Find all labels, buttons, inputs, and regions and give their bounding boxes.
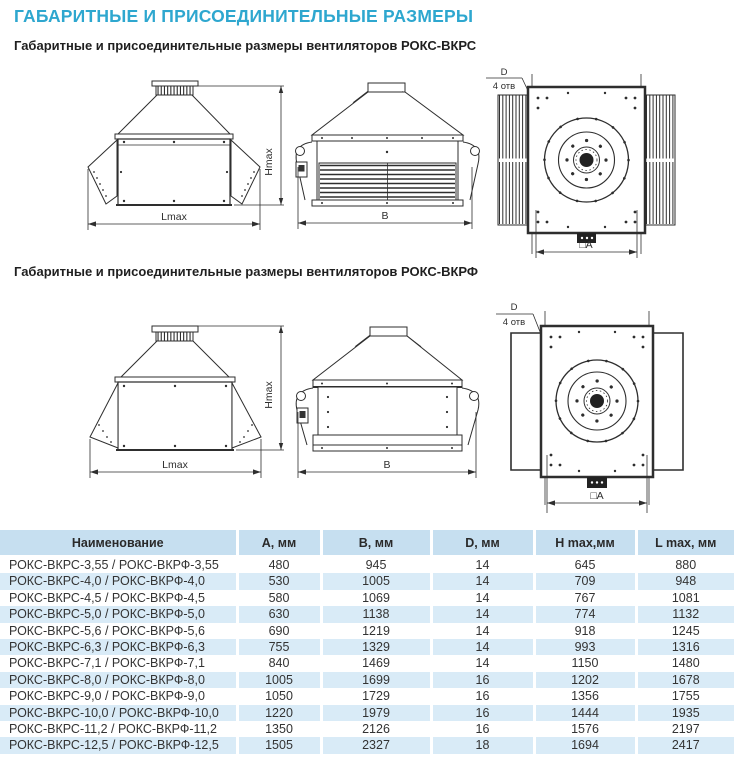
cell-name: РОКС-ВКРС-8,0 / РОКС-ВКРФ-8,0 bbox=[9, 672, 205, 687]
cell-h: 767 bbox=[534, 590, 636, 606]
dimension-label-hmax: Hmax bbox=[263, 381, 275, 409]
cell-l: 880 bbox=[636, 556, 734, 573]
table-row bbox=[0, 721, 734, 737]
cell-a: 1350 bbox=[237, 721, 321, 737]
cell-l: 1245 bbox=[636, 623, 734, 639]
cell-l: 1081 bbox=[636, 590, 734, 606]
cell-d: 18 bbox=[431, 737, 534, 753]
table-row bbox=[0, 573, 734, 589]
cell-l: 1678 bbox=[636, 672, 734, 688]
dimensions-table bbox=[0, 530, 734, 754]
table-row bbox=[0, 623, 734, 639]
cell-name: РОКС-ВКРС-9,0 / РОКС-ВКРФ-9,0 bbox=[9, 689, 205, 704]
cell-l: 1755 bbox=[636, 688, 734, 704]
section2-subtitle: Габаритные и присоединительные размеры вентиляторов РОКС-ВКРФ bbox=[14, 264, 479, 279]
hood bbox=[313, 336, 462, 380]
column-header: L max, мм bbox=[636, 530, 734, 556]
vkrf-front-view-drawing bbox=[290, 300, 480, 500]
hood bbox=[118, 341, 232, 380]
vkrs-front-view-drawing bbox=[290, 72, 480, 257]
vkrf-top-view-drawing bbox=[480, 295, 734, 527]
cell-b: 945 bbox=[321, 556, 431, 573]
column-header: Наименование bbox=[0, 530, 237, 556]
dimension-label-d: D bbox=[500, 67, 508, 78]
cell-h: 1694 bbox=[534, 737, 636, 753]
cell-h: 1356 bbox=[534, 688, 636, 704]
table-row bbox=[0, 655, 734, 671]
cell-a: 690 bbox=[237, 623, 321, 639]
cell-l: 1132 bbox=[636, 606, 734, 622]
cell-d: 14 bbox=[431, 556, 534, 573]
cell-l: 1935 bbox=[636, 705, 734, 721]
cell-b: 1699 bbox=[321, 672, 431, 688]
cell-name: РОКС-ВКРС-5,6 / РОКС-ВКРФ-5,6 bbox=[9, 623, 205, 638]
cell-a: 1050 bbox=[237, 688, 321, 704]
cell-a: 630 bbox=[237, 606, 321, 622]
cell-b: 2126 bbox=[321, 721, 431, 737]
cell-name: РОКС-ВКРС-3,55 / РОКС-ВКРФ-3,55 bbox=[9, 558, 219, 572]
cell-h: 645 bbox=[534, 556, 636, 573]
cell-d: 16 bbox=[431, 672, 534, 688]
cell-a: 1220 bbox=[237, 705, 321, 721]
cell-b: 1469 bbox=[321, 655, 431, 671]
fan-body bbox=[313, 380, 462, 451]
cell-b: 1979 bbox=[321, 705, 431, 721]
vkrf-side-view-drawing bbox=[0, 300, 285, 500]
cell-l: 1480 bbox=[636, 655, 734, 671]
table-row bbox=[0, 705, 734, 721]
dimension-label-lmax: Lmax bbox=[162, 459, 188, 471]
hood bbox=[118, 95, 230, 134]
column-header: A, мм bbox=[237, 530, 321, 556]
table-row bbox=[0, 556, 734, 573]
dimension-label-b: B bbox=[383, 459, 391, 471]
cell-name: РОКС-ВКРС-12,5 / РОКС-ВКРФ-12,5 bbox=[9, 738, 219, 753]
cell-d: 14 bbox=[431, 590, 534, 606]
fan-body bbox=[115, 377, 235, 450]
cell-h: 993 bbox=[534, 639, 636, 655]
cell-b: 1069 bbox=[321, 590, 431, 606]
cell-d: 14 bbox=[431, 655, 534, 671]
vkrs-side-view-drawing bbox=[0, 72, 285, 257]
table-row bbox=[0, 590, 734, 606]
cell-a: 755 bbox=[237, 639, 321, 655]
cell-d: 16 bbox=[431, 688, 534, 704]
cell-name: РОКС-ВКРС-10,0 / РОКС-ВКРФ-10,0 bbox=[9, 705, 219, 720]
dimension-label-lmax: Lmax bbox=[161, 211, 187, 223]
cell-h: 1444 bbox=[534, 705, 636, 721]
fan-body bbox=[312, 135, 463, 206]
motor-cap bbox=[368, 83, 405, 92]
holes-count-label: 4 отв bbox=[502, 317, 526, 328]
terminal-box bbox=[587, 477, 607, 488]
column-header: B, мм bbox=[321, 530, 431, 556]
dimension-label-hmax: Hmax bbox=[263, 148, 275, 176]
section1-subtitle: Габаритные и присоединительные размеры вентиляторов РОКС-ВКРС bbox=[14, 38, 477, 53]
impeller bbox=[556, 360, 638, 442]
cell-d: 14 bbox=[431, 623, 534, 639]
dimension-label-d: D bbox=[510, 302, 518, 313]
fan-body bbox=[115, 134, 233, 205]
cell-b: 1329 bbox=[321, 639, 431, 655]
column-header: D, мм bbox=[431, 530, 534, 556]
motor-cap bbox=[370, 327, 407, 336]
cell-name: РОКС-ВКРС-5,0 / РОКС-ВКРФ-5,0 bbox=[9, 607, 205, 622]
cell-name: РОКС-ВКРС-4,5 / РОКС-ВКРФ-4,5 bbox=[9, 590, 205, 605]
table-row bbox=[0, 688, 734, 704]
louvers bbox=[319, 163, 456, 200]
cell-d: 14 bbox=[431, 606, 534, 622]
cell-name: РОКС-ВКРС-4,0 / РОКС-ВКРФ-4,0 bbox=[9, 574, 205, 589]
cell-a: 1505 bbox=[237, 737, 321, 753]
cell-h: 1150 bbox=[534, 655, 636, 671]
cell-d: 14 bbox=[431, 639, 534, 655]
cell-l: 2197 bbox=[636, 721, 734, 737]
cell-b: 1729 bbox=[321, 688, 431, 704]
cell-d: 16 bbox=[431, 705, 534, 721]
page-title: ГАБАРИТНЫЕ И ПРИСОЕДИНИТЕЛЬНЫЕ РАЗМЕРЫ bbox=[14, 6, 474, 26]
cell-d: 16 bbox=[431, 721, 534, 737]
cell-l: 948 bbox=[636, 573, 734, 589]
table-row bbox=[0, 639, 734, 655]
table-header bbox=[0, 530, 734, 556]
dimension-label-a: □A bbox=[579, 239, 593, 251]
cell-name: РОКС-ВКРС-6,3 / РОКС-ВКРФ-6,3 bbox=[9, 640, 205, 655]
cell-l: 1316 bbox=[636, 639, 734, 655]
cell-name: РОКС-ВКРС-11,2 / РОКС-ВКРФ-11,2 bbox=[9, 722, 217, 737]
hood bbox=[312, 92, 463, 135]
cell-a: 580 bbox=[237, 590, 321, 606]
cell-name: РОКС-ВКРС-7,1 / РОКС-ВКРФ-7,1 bbox=[9, 656, 205, 671]
cell-h: 774 bbox=[534, 606, 636, 622]
cell-h: 709 bbox=[534, 573, 636, 589]
cell-b: 1138 bbox=[321, 606, 431, 622]
table-row bbox=[0, 737, 734, 753]
cell-h: 1202 bbox=[534, 672, 636, 688]
cell-b: 2327 bbox=[321, 737, 431, 753]
table-row bbox=[0, 672, 734, 688]
dimension-label-b: B bbox=[381, 210, 389, 222]
table-body bbox=[0, 556, 734, 754]
cell-h: 918 bbox=[534, 623, 636, 639]
cell-b: 1005 bbox=[321, 573, 431, 589]
cell-a: 480 bbox=[237, 556, 321, 573]
cell-d: 14 bbox=[431, 573, 534, 589]
cell-b: 1219 bbox=[321, 623, 431, 639]
cell-h: 1576 bbox=[534, 721, 636, 737]
table-row bbox=[0, 606, 734, 622]
column-header: H max,мм bbox=[534, 530, 636, 556]
cell-a: 1005 bbox=[237, 672, 321, 688]
holes-count-label: 4 отв bbox=[492, 81, 516, 92]
dimension-label-a: □A bbox=[590, 490, 604, 502]
cell-l: 2417 bbox=[636, 737, 734, 753]
vkrs-top-view-drawing bbox=[480, 62, 734, 262]
cell-a: 530 bbox=[237, 573, 321, 589]
switch-box bbox=[297, 408, 308, 423]
cell-a: 840 bbox=[237, 655, 321, 671]
